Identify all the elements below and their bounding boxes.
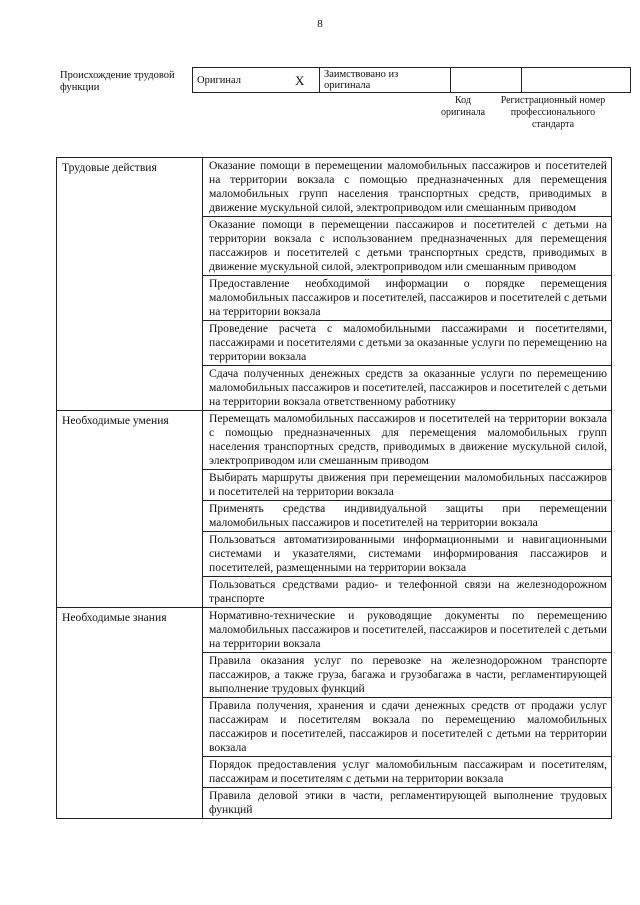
reg-number-caption: Регистрационный номер профессионального стандарта: [500, 95, 606, 130]
reg-number-cell: [522, 68, 631, 93]
original-cell: Оригинал: [193, 68, 292, 93]
table-row: [57, 411, 612, 470]
table-cell: Правила получения, хранения и сдачи денежных средств от продажи услуг пассажирам и посетителям вокзала по перемещению маломобильных пассажиров и посетителей, пассажиров и посетителей с детьми на территории вокзала: [203, 698, 612, 757]
table-cell: Выбирать маршруты движения при перемещении маломобильных пассажиров и посетителей на территории вокзала: [203, 470, 612, 501]
table-row: [57, 158, 612, 217]
table-cell: Оказание помощи в перемещении пассажиров и посетителей с детьми на территории вокзала с использованием предназначенных для перемещения пассажиров и посетителей с детьми транспортных средств, приводимых в движение мускульной силой, электроприводом или смешанным приводом: [203, 217, 612, 276]
table-cell: Пользоваться средствами радио- и телефонной связи на железнодорожном транспорте: [203, 577, 612, 608]
code-cell: [451, 68, 522, 93]
section-label: Необходимые знания: [57, 608, 203, 819]
table-cell: Оказание помощи в перемещении маломобильных пассажиров и посетителей на территории вокзала с помощью предназначенных для перемещения маломобильных групп населения транспортных средств, приводимых в движение мускульной силой, электроприводом или смешанным приводом: [203, 158, 612, 217]
table-cell: Нормативно-технические и руководящие документы по перемещению маломобильных пассажиров и посетителей, пассажиров и посетителей с детьми на территории вокзала: [203, 608, 612, 653]
table-cell: Перемещать маломобильных пассажиров и посетителей на территории вокзала с помощью предназначенных для перемещения маломобильных групп населения транспортных средств, приводимых в движение мускульной силой, электроприводом или смешанным приводом: [203, 411, 612, 470]
table-cell: Предоставление необходимой информации о порядке перемещения маломобильных пассажиров и посетителей, пассажиров и посетителей с детьми на территории вокзала: [203, 276, 612, 321]
table-cell: Правила деловой этики в части, регламентирующей выполнение трудовых функций: [203, 788, 612, 819]
table-row: [57, 608, 612, 653]
table-cell: Пользоваться автоматизированными информационными и навигационными системами и указателями, системами информирования пассажиров и посетителей, размещенными на территории вокзала: [203, 532, 612, 577]
original-mark: X: [291, 68, 320, 93]
table-cell: Порядок предоставления услуг маломобильным пассажирам и посетителям, пассажирам и посетителям с детьми на территории вокзала: [203, 757, 612, 788]
table-cell: Правила оказания услуг по перевозке на железнодорожном транспорте пассажиров, а также груза, багажа и грузобагажа в части, регламентирующей выполнение трудовых функций: [203, 653, 612, 698]
table-cell: Применять средства индивидуальной защиты при перемещении маломобильных пассажиров и посетителей на территории вокзала: [203, 501, 612, 532]
section-label: Трудовые действия: [57, 158, 203, 411]
origin-label: Происхождение трудовой функции: [60, 70, 175, 93]
table-cell: Проведение расчета с маломобильными пассажирами и посетителями, пассажирами и посетителями с детьми за оказанные услуги по перемещению на территории вокзала: [203, 321, 612, 366]
table-cell: Сдача полученных денежных средств за оказанные услуги по перемещению маломобильных пассажиров и посетителей, пассажиров и посетителей с детьми на территории вокзала ответственному работнику: [203, 366, 612, 411]
origin-table: [192, 67, 631, 93]
section-label: Необходимые умения: [57, 411, 203, 608]
borrowed-cell: Заимствовано из оригинала: [320, 68, 451, 93]
code-caption: Код оригинала: [440, 95, 486, 118]
functions-table: [56, 157, 612, 819]
page-number: 8: [317, 18, 323, 30]
